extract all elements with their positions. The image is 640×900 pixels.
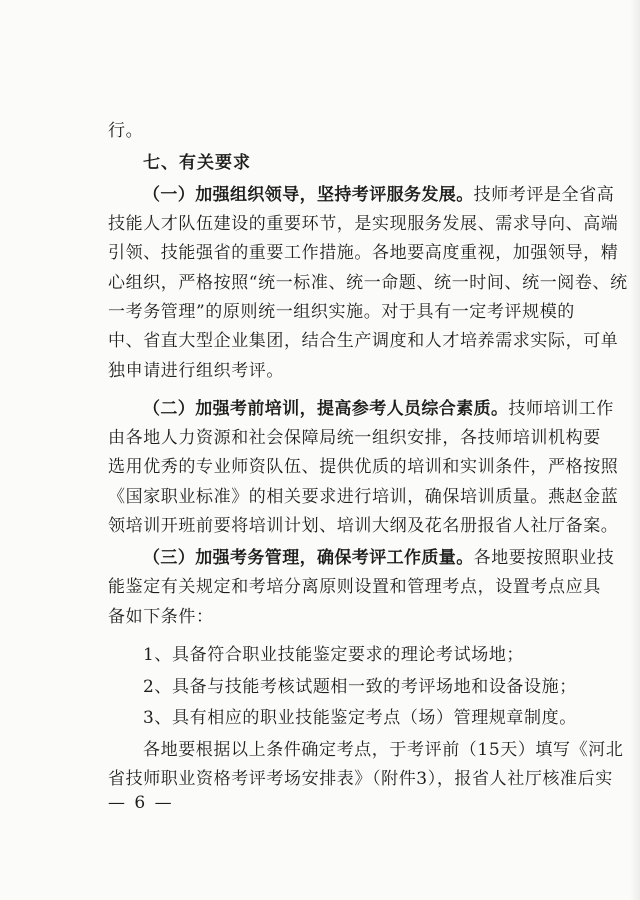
para-2-heading: （二）加强考前培训，提高参考人员综合素质。 bbox=[143, 399, 509, 419]
para-2-line-5: 领培训开班前要将培训计划、培训大纲及花名册报省人社厅备案。 bbox=[108, 516, 619, 536]
para-1-line-6: 中、省直大型企业集团，结合生产调度和人才培养需求实际，可单 bbox=[108, 331, 619, 351]
para-1-line-7: 独申请进行组织考评。 bbox=[108, 361, 284, 381]
para-2-line-1 bbox=[143, 399, 615, 419]
para-3-heading: （三）加强考务管理，确保考评工作质量。 bbox=[143, 548, 474, 568]
condition-item-2: 2、具备与技能考核试题相一致的考评场地和设备设施； bbox=[143, 677, 577, 697]
para-2-line-4: 《国家职业标准》的相关要求进行培训，确保培训质量。燕赵金蓝 bbox=[108, 487, 619, 507]
para-3-text: 各地要按照职业技 bbox=[473, 548, 615, 568]
para-3-line-2: 能鉴定有关规定和考培分离原则设置和管理考点，设置考点应具 bbox=[108, 577, 601, 597]
para-2-line-3: 选用优秀的专业师资队伍、提供优质的培训和实训条件，严格按照 bbox=[108, 457, 619, 477]
section-heading-7: 七、有关要求 bbox=[143, 153, 251, 173]
text-line-1: 行。 bbox=[108, 121, 144, 141]
para-1-text: 技师考评是全省高 bbox=[473, 185, 615, 205]
para-1-line-1 bbox=[143, 185, 615, 205]
para-3-line-3: 备如下条件： bbox=[108, 607, 214, 627]
condition-item-3: 3、具有相应的职业技能鉴定考点（场）管理规章制度。 bbox=[143, 708, 577, 728]
para-2-text: 技师培训工作 bbox=[508, 399, 615, 419]
para-4-line-2: 省技师职业资格考评考场安排表》（附件3），报省人社厅核准后实 bbox=[108, 769, 613, 789]
para-1-heading: （一）加强组织领导，坚持考评服务发展。 bbox=[143, 185, 474, 205]
para-1-line-3: 引领、技能强省的重要工作措施。各地要高度重视，加强领导，精 bbox=[108, 243, 619, 263]
para-2-line-2: 由各地人力资源和社会保障局统一组织安排，各技师培训机构要 bbox=[108, 428, 601, 448]
para-1-line-2: 技能人才队伍建设的重要环节，是实现服务发展、需求导向、高端 bbox=[108, 214, 619, 234]
para-1-line-5: 一考务管理”的原则统一组织实施。对于具有一定考评规模的 bbox=[108, 302, 575, 322]
para-1-line-4: 心组织，严格按照“统一标准、统一命题、统一时间、统一阅卷、统 bbox=[108, 273, 628, 293]
page-number: — 6 — bbox=[108, 793, 174, 813]
scan-edge-shadow bbox=[630, 0, 640, 900]
para-3-line-1 bbox=[143, 548, 615, 568]
para-4-line-1: 各地要根据以上条件确定考点，于考评前（15天）填写《河北 bbox=[143, 740, 624, 760]
condition-item-1: 1、具备符合职业技能鉴定要求的理论考试场地； bbox=[143, 645, 525, 665]
